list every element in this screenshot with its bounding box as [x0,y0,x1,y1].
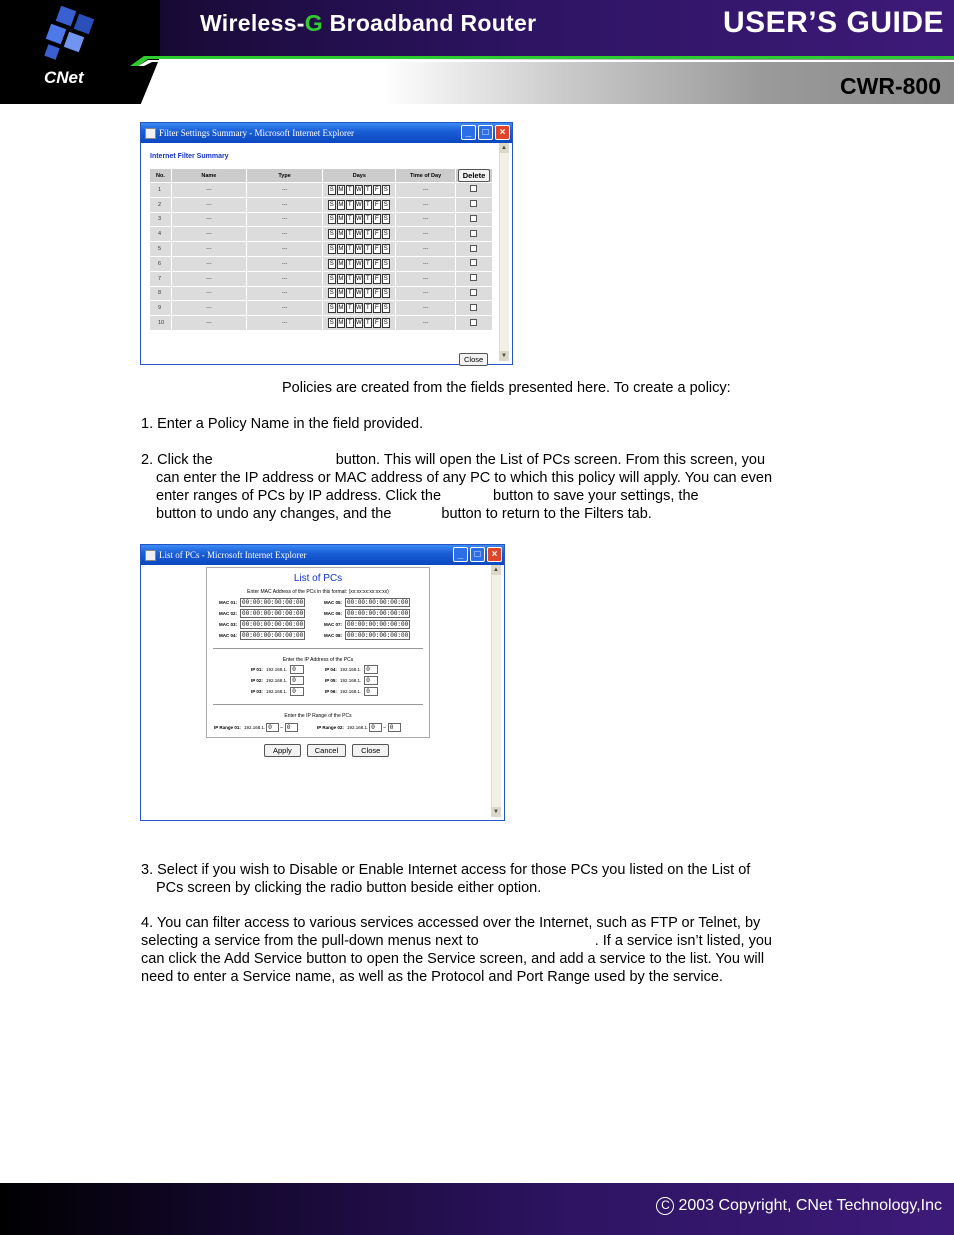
row-name: --- [171,256,246,271]
mac-label: MAC 08: [324,633,343,638]
row-number: 6 [150,256,172,271]
day-box: S [383,201,388,208]
ip-input[interactable]: 0 [290,687,304,696]
step-4-line-2: selecting a service from the pull-down menus next to . If a service isn’t listed, you [141,933,772,949]
step-4-line-3: can click the Add Service button to open the Service screen, and add a service to the list. You will [141,951,765,967]
range-note: Enter the IP Range of the PCs [284,713,352,719]
row-number: 10 [150,316,172,331]
day-box: S [329,320,334,327]
row-days [323,197,396,212]
delete-checkbox[interactable] [470,215,477,222]
row-number: 8 [150,286,172,301]
ip-row [251,687,304,696]
ip-label: IP 03: [251,689,263,694]
day-box: S [329,201,334,208]
row-time: --- [396,316,456,331]
mac-label: MAC 06: [324,611,343,616]
range-separator: ~ [383,725,386,730]
maximize-icon[interactable]: □ [478,125,493,140]
row-days [323,316,396,331]
ip-row [251,676,304,685]
row-type: --- [246,227,323,242]
table-row [150,286,493,301]
cnet-logo-text: CNet [44,68,84,87]
row-number: 7 [150,271,172,286]
close-icon[interactable]: × [487,547,502,562]
day-box: W [355,305,362,312]
row-time: --- [396,242,456,257]
ip-label: IP 05: [325,678,337,683]
day-box: F [373,288,381,298]
day-box: S [329,246,334,253]
close-button[interactable]: Close [352,744,389,757]
col-delete [455,169,492,183]
row-delete [455,212,492,227]
day-box: W [355,275,362,282]
scroll-up-icon[interactable]: ▲ [499,143,509,153]
product-title: Wireless-G Broadband Router [200,10,537,36]
table-row [150,256,493,271]
mac-row [219,598,305,607]
row-name: --- [171,271,246,286]
day-box: S [329,275,334,282]
day-box: T [364,185,372,195]
row-type: --- [246,256,323,271]
day-box: T [364,214,372,224]
range-separator: ~ [280,725,283,730]
step-2 [141,451,831,523]
mac-input[interactable]: 00:00:00:00:00:00 [347,632,409,639]
day-box: F [373,274,381,284]
day-box: W [355,260,362,267]
day-box: S [329,305,334,312]
scroll-up-icon[interactable]: ▲ [491,565,501,575]
row-number: 9 [150,301,172,316]
step-2-line-3: enter ranges of PCs by IP address. Click the button to save your settings, the [156,488,699,504]
row-name: --- [171,286,246,301]
row-number: 5 [150,242,172,257]
row-number: 4 [150,227,172,242]
row-time: --- [396,271,456,286]
delete-checkbox[interactable] [470,245,477,252]
mac-input[interactable]: 00:00:00:00:00:00 [242,632,304,639]
day-box: T [346,303,354,313]
step-2-line-2: can enter the IP address or MAC address of any PC to which this policy will apply. You can even [156,470,773,486]
day-box: T [346,185,354,195]
apply-button[interactable]: Apply [264,744,301,757]
ie-page-icon [145,128,156,139]
ip-label: IP 01: [251,667,263,672]
ip-row [325,676,378,685]
step-2-line-1: 2. Click the button. This will open the List of PCs screen. From this screen, you [141,452,766,468]
range-from-input[interactable]: 0 [266,723,279,732]
range-to-input[interactable]: 0 [285,723,298,732]
row-name: --- [171,227,246,242]
row-type: --- [246,212,323,227]
delete-checkbox[interactable] [470,259,477,266]
col-type: Type [246,169,323,183]
mac-label: MAC 01: [219,600,238,605]
day-box: F [373,318,381,328]
mac-row [324,620,410,629]
row-delete [455,256,492,271]
table-row [150,183,493,198]
day-box: S [383,260,388,267]
day-box: T [346,259,354,269]
row-days [323,242,396,257]
intro-paragraph: Policies are created from the fields presented here. To create a policy: [282,380,731,396]
row-name: --- [171,301,246,316]
row-name: --- [171,212,246,227]
ip-prefix: 192.168.1. [339,689,362,694]
divider [213,648,423,649]
row-days [323,183,396,198]
table-header-row [150,169,493,183]
list-of-pcs-heading: List of PCs [293,573,343,584]
row-time: --- [396,197,456,212]
mac-row [219,609,305,618]
mac-input[interactable]: 00:00:00:00:00:00 [347,610,409,617]
day-box: M [338,260,344,267]
vertical-scrollbar[interactable] [491,565,501,817]
row-type: --- [246,197,323,212]
row-days [323,256,396,271]
day-box: T [364,244,372,254]
range-prefix: 192.168.1. [243,725,266,730]
day-box: S [329,260,334,267]
step-1: 1. Enter a Policy Name in the field provided. [141,416,424,432]
range-label: IP Range 01: [214,725,241,730]
ip-input[interactable]: 0 [290,676,304,685]
copyright [656,1197,942,1215]
row-delete [455,286,492,301]
table-row [150,197,493,212]
day-box: F [373,214,381,224]
close-icon[interactable]: × [495,125,510,140]
row-number: 1 [150,183,172,198]
ip-input[interactable]: 0 [364,665,378,674]
row-name: --- [171,197,246,212]
row-name: --- [171,183,246,198]
ip-note: Enter the IP Address of the PCs [282,657,354,663]
mac-input[interactable]: 00:00:00:00:00:00 [242,610,304,617]
day-box: S [383,216,388,223]
ip-prefix: 192.168.1. [339,667,362,672]
day-box: M [338,246,344,253]
day-box: M [338,231,344,238]
day-box: S [383,246,388,253]
mac-input[interactable]: 00:00:00:00:00:00 [242,621,304,628]
day-box: T [364,303,372,313]
day-box: S [383,305,388,312]
ip-input[interactable]: 0 [290,665,304,674]
day-box: T [346,288,354,298]
cnet-cubes-logo-icon [40,6,102,64]
row-days [323,227,396,242]
day-box: S [383,290,388,297]
row-days [323,301,396,316]
window-controls [453,547,502,562]
cancel-button[interactable]: Cancel [307,744,346,757]
pcs-buttons [264,744,389,757]
filter-summary-window [140,122,513,365]
day-box: M [338,275,344,282]
row-time: --- [396,286,456,301]
day-box: W [355,320,362,327]
delete-checkbox[interactable] [470,274,477,281]
mac-label: MAC 04: [219,633,238,638]
ip-range-row [214,723,298,732]
ip-prefix: 192.168.1. [339,678,362,683]
scroll-down-icon[interactable]: ▼ [499,351,509,361]
row-time: --- [396,227,456,242]
row-time: --- [396,256,456,271]
day-box: T [364,288,372,298]
row-time: --- [396,183,456,198]
table-row [150,316,493,331]
day-box: M [338,201,344,208]
delete-checkbox[interactable] [470,289,477,296]
copyright-icon: C [656,1197,674,1215]
row-delete [455,316,492,331]
day-box: W [355,186,362,193]
table-row [150,212,493,227]
row-days [323,286,396,301]
col-name: Name [171,169,246,183]
range-to-input[interactable]: 0 [388,723,401,732]
day-box: T [346,244,354,254]
divider [213,704,423,705]
row-delete [455,301,492,316]
day-box: M [338,186,344,193]
day-box: T [364,229,372,239]
col-days: Days [323,169,396,183]
step-3 [141,861,831,897]
row-delete [455,227,492,242]
ip-row [325,687,378,696]
mac-label: MAC 02: [219,611,238,616]
maximize-icon[interactable]: □ [470,547,485,562]
delete-checkbox[interactable] [470,304,477,311]
mac-format-note: Enter MAC Address of the PCs in this format: (xx:xx:xx:xx:xx:xx) [247,589,389,595]
day-box: W [355,290,362,297]
day-box: M [338,290,344,297]
day-box: T [346,229,354,239]
ip-range-row [317,723,401,732]
window-controls [461,125,510,140]
row-delete [455,197,492,212]
row-name: --- [171,316,246,331]
row-time: --- [396,212,456,227]
row-type: --- [246,301,323,316]
day-box: S [329,290,334,297]
mac-input[interactable]: 00:00:00:00:00:00 [347,599,409,606]
day-box: T [364,318,372,328]
delete-button[interactable]: Delete [458,169,491,182]
day-box: M [338,320,344,327]
range-prefix: 192.168.1. [346,725,369,730]
ip-label: IP 06: [325,689,337,694]
minimize-icon[interactable]: _ [461,125,476,140]
step-4-line-1: 4. You can filter access to various services accessed over the Internet, such as FTP or Telnet, by [141,915,761,931]
day-box: F [373,229,381,239]
row-type: --- [246,286,323,301]
table-row [150,227,493,242]
ip-prefix: 192.168.1. [265,689,288,694]
ip-input[interactable]: 0 [364,676,378,685]
page-header [0,0,954,104]
day-box: T [346,274,354,284]
day-box: T [364,259,372,269]
day-box: W [355,246,362,253]
row-number: 3 [150,212,172,227]
day-box: T [346,318,354,328]
day-box: F [373,185,381,195]
mac-row [324,609,410,618]
day-box: W [355,201,362,208]
row-delete [455,183,492,198]
window-titlebar[interactable] [141,545,504,565]
list-of-pcs-panel [206,567,430,738]
minimize-icon[interactable]: _ [453,547,468,562]
step-3-line-2: PCs screen by clicking the radio button beside either option. [156,880,542,896]
ip-prefix: 192.168.1. [265,678,288,683]
col-time: Time of Day [396,169,456,183]
day-box: S [329,216,334,223]
mac-label: MAC 03: [219,622,238,627]
day-box: F [373,244,381,254]
day-box: S [329,186,334,193]
page-footer [0,1183,954,1235]
delete-checkbox[interactable] [470,185,477,192]
day-box: F [373,303,381,313]
mac-row [219,620,305,629]
mac-row [324,631,410,640]
table-row [150,301,493,316]
row-delete [455,271,492,286]
mac-input[interactable]: 00:00:00:00:00:00 [242,599,304,606]
day-box: T [364,274,372,284]
list-of-pcs-window [140,544,505,821]
row-type: --- [246,316,323,331]
range-label: IP Range 02: [317,725,344,730]
day-box: S [383,186,388,193]
day-box: F [373,259,381,269]
header-green-stripe [130,56,954,66]
window-title: List of PCs - Microsoft Internet Explorer [159,550,307,560]
day-box: S [329,231,334,238]
table-row [150,271,493,286]
day-box: S [383,320,388,327]
day-box: T [364,200,372,210]
row-number: 2 [150,197,172,212]
day-box: T [346,214,354,224]
ip-label: IP 04: [325,667,337,672]
mac-label: MAC 07: [324,622,343,627]
row-type: --- [246,271,323,286]
row-name: --- [171,242,246,257]
window-content [144,143,509,364]
window-title: Filter Settings Summary - Microsoft Internet Explorer [159,128,354,138]
ip-prefix: 192.168.1. [265,667,288,672]
ip-input[interactable]: 0 [364,687,378,696]
row-days [323,271,396,286]
mac-row [219,631,305,640]
window-content [144,565,501,817]
row-type: --- [246,242,323,257]
table-row [150,242,493,257]
mac-input[interactable]: 00:00:00:00:00:00 [347,621,409,628]
copyright-text: 2003 Copyright, CNet Technology,Inc [678,1197,942,1214]
delete-checkbox[interactable] [470,200,477,207]
mac-row [324,598,410,607]
filter-summary-table [149,168,493,331]
filter-summary-rows [150,183,493,331]
day-box: T [346,200,354,210]
row-type: --- [246,183,323,198]
row-days [323,212,396,227]
row-time: --- [396,301,456,316]
delete-checkbox[interactable] [470,230,477,237]
day-box: F [373,200,381,210]
day-box: M [338,216,344,223]
day-box: W [355,231,362,238]
row-delete [455,242,492,257]
step-4-line-4: need to enter a Service name, as well as the Protocol and Port Range used by the service. [141,969,723,985]
close-button[interactable]: Close [459,353,488,366]
filter-summary-heading: Internet Filter Summary [150,153,229,160]
model-name: CWR-800 [840,73,941,99]
mac-label: MAC 05: [324,600,343,605]
window-titlebar[interactable] [141,123,512,143]
delete-checkbox[interactable] [470,319,477,326]
ip-row [251,665,304,674]
day-box: S [383,275,388,282]
ip-label: IP 02: [251,678,263,683]
scroll-down-icon[interactable]: ▼ [491,807,501,817]
vertical-scrollbar[interactable] [499,143,509,361]
step-4 [141,914,831,986]
day-box: M [338,305,344,312]
step-2-line-4: button to undo any changes, and the button to return to the Filters tab. [156,506,652,522]
day-box: S [383,231,388,238]
step-3-line-1: 3. Select if you wish to Disable or Enable Internet access for those PCs you listed on the List of [141,862,751,878]
ie-page-icon [145,550,156,561]
ip-row [325,665,378,674]
guide-title: USER’S GUIDE [722,6,944,39]
col-no: No. [150,169,172,183]
day-box: W [355,216,362,223]
range-from-input[interactable]: 0 [369,723,382,732]
